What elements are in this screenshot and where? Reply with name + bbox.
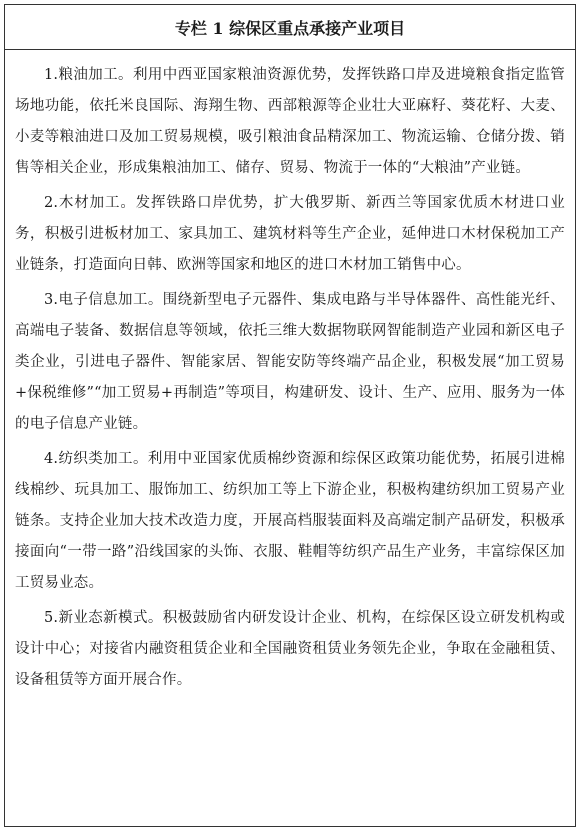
column-title: 专栏 1 综保区重点承接产业项目 [5, 5, 575, 50]
column-content [5, 50, 575, 696]
paragraph-grain-oil: 1.粮油加工。利用中西亚国家粮油资源优势，发挥铁路口岸及进境粮食指定监管场地功能，依托米良国际、海翔生物、西部粮源等企业壮大亚麻籽、葵花籽、大麦、小麦等粮油进口及加工贸易规模，吸引粮油食品精深加工、物流运输、仓储分拨、销售等相关企业，形成集粮油加工、储存、贸易、物流于一体的“大粮油”产业链。 [15, 67, 565, 176]
column-box [4, 4, 576, 827]
paragraph-new-business: 5.新业态新模式。积极鼓励省内研发设计企业、机构，在综保区设立研发机构或设计中心；对接省内融资租赁企业和全国融资租赁业务领先企业，争取在金融租赁、设备租赁等方面开展合作。 [15, 610, 565, 688]
paragraph-textile: 4.纺织类加工。利用中亚国家优质棉纱资源和综保区政策功能优势，拓展引进棉线棉纱、玩具加工、服饰加工、纺织加工等上下游企业，积极构建纺织加工贸易产业链条。支持企业加大技术改造力度，开展高档服装面料及高端定制产品研发，积极承接面向“一带一路”沿线国家的头饰、衣服、鞋帽等纺织产品生产业务，丰富综保区加工贸易业态。 [15, 451, 565, 591]
paragraph-electronics: 3.电子信息加工。围绕新型电子元器件、集成电路与半导体器件、高性能光纤、高端电子装备、数据信息等领域，依托三维大数据物联网智能制造产业园和新区电子类企业，引进电子器件、智能家居、智能安防等终端产品企业，积极发展“加工贸易+保税维修”“加工贸易+再制造”等项目，构建研发、设计、生产、应用、服务为一体的电子信息产业链。 [15, 292, 565, 432]
paragraph-timber: 2.木材加工。发挥铁路口岸优势，扩大俄罗斯、新西兰等国家优质木材进口业务，积极引进板材加工、家具加工、建筑材料等生产企业，延伸进口木材保税加工产业链条，打造面向日韩、欧洲等国家和地区的进口木材加工销售中心。 [15, 195, 565, 273]
